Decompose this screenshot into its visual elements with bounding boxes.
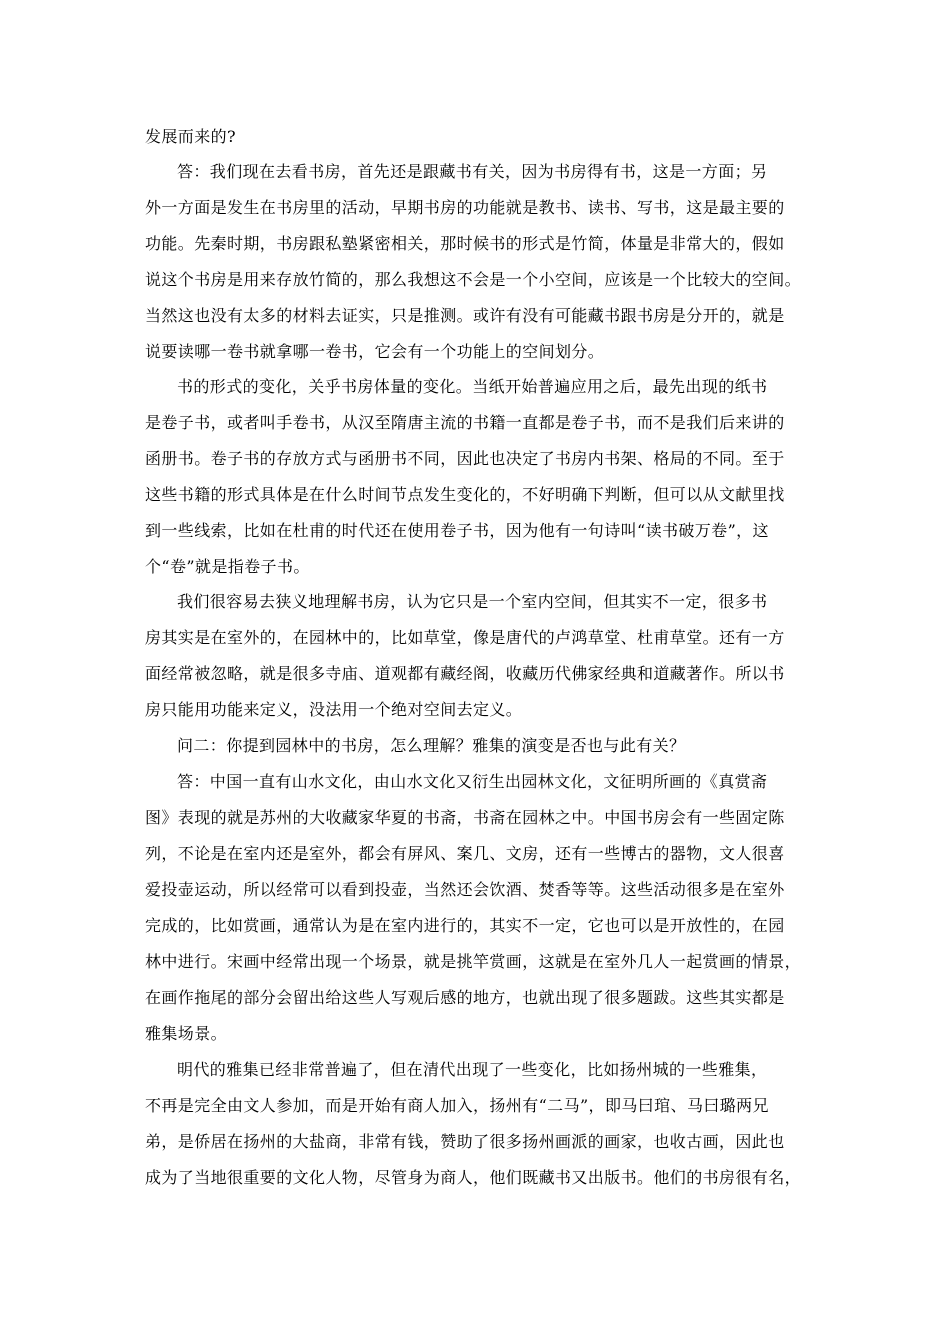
- ming-qing-paragraph-line: 成为了当地很重要的文化人物，尽管身为商人，他们既藏书又出版书。他们的书房很有名，: [145, 1168, 802, 1187]
- study-space-paragraph-line: 房其实是在室外的，在园林中的，比如草堂，像是唐代的卢鸿草堂、杜甫草堂。还有一方: [145, 628, 785, 647]
- book-form-paragraph-line: 书的形式的变化，关乎书房体量的变化。当纸开始普遍应用之后，最先出现的纸书: [177, 377, 768, 396]
- ming-qing-paragraph-line: 不再是完全由文人参加，而是开始有商人加入，扬州有“二马”，即马曰琯、马曰璐两兄: [145, 1096, 769, 1115]
- book-form-paragraph-line: 函册书。卷子书的存放方式与函册书不同，因此也决定了书房内书架、格局的不同。至于: [145, 449, 785, 468]
- answer-1-paragraph-line: 说要读哪一卷书就拿哪一卷书，它会有一个功能上的空间划分。: [145, 342, 605, 361]
- answer-2-paragraph-line: 答：中国一直有山水文化，由山水文化又衍生出园林文化，文征明所画的《真赏斋: [177, 772, 768, 791]
- study-space-paragraph-line: 我们很容易去狭义地理解书房，认为它只是一个室内空间，但其实不一定，很多书: [177, 592, 768, 611]
- answer-2-paragraph-line: 完成的，比如赏画，通常认为是在室内进行的，其实不一定，它也可以是开放性的，在园: [145, 916, 785, 935]
- answer-2-paragraph-line: 在画作拖尾的部分会留出给这些人写观后感的地方，也就出现了很多题跋。这些其实都是: [145, 988, 785, 1007]
- book-form-paragraph-line: 这些书籍的形式具体是在什么时间节点发生变化的，不好明确下判断，但可以从文献里找: [145, 485, 785, 504]
- book-form-paragraph-line: 个“卷”就是指卷子书。: [145, 557, 310, 576]
- ming-qing-paragraph-line: 明代的雅集已经非常普遍了，但在清代出现了一些变化，比如扬州城的一些雅集，: [177, 1060, 768, 1079]
- text-line-continuation: 发展而来的?: [145, 127, 236, 146]
- answer-2-paragraph-line: 列，不论是在室内还是室外，都会有屏风、案几、文房，还有一些博古的器物，文人很喜: [145, 844, 785, 863]
- answer-1-paragraph-line: 外一方面是发生在书房里的活动，早期书房的功能就是教书、读书、写书，这是最主要的: [145, 198, 785, 217]
- answer-1-paragraph-line: 答：我们现在去看书房，首先还是跟藏书有关，因为书房得有书，这是一方面；另: [177, 162, 768, 181]
- answer-1-paragraph-line: 当然这也没有太多的材料去证实，只是推测。或许有没有可能藏书跟书房是分开的，就是: [145, 306, 785, 325]
- answer-2-paragraph-line: 林中进行。宋画中经常出现一个场景，就是挑竿赏画，这就是在室外几人一起赏画的情景，: [145, 952, 802, 971]
- ming-qing-paragraph-line: 弟，是侨居在扬州的大盐商，非常有钱，赞助了很多扬州画派的画家，也收古画，因此也: [145, 1132, 785, 1151]
- answer-2-paragraph-line: 图》表现的就是苏州的大收藏家华夏的书斋，书斋在园林之中。中国书房会有一些固定陈: [145, 808, 785, 827]
- answer-2-paragraph-line: 爱投壶运动，所以经常可以看到投壶，当然还会饮酒、焚香等等。这些活动很多是在室外: [145, 880, 785, 899]
- question-2-line: 问二：你提到园林中的书房，怎么理解？雅集的演变是否也与此有关？: [177, 736, 686, 755]
- answer-2-paragraph-line: 雅集场景。: [145, 1024, 228, 1043]
- answer-1-paragraph-line: 说这个书房是用来存放竹简的，那么我想这不会是一个小空间，应该是一个比较大的空间。: [145, 270, 802, 289]
- book-form-paragraph-line: 是卷子书，或者叫手卷书，从汉至隋唐主流的书籍一直都是卷子书，而不是我们后来讲的: [145, 413, 785, 432]
- study-space-paragraph-line: 面经常被忽略，就是很多寺庙、道观都有藏经阁，收藏历代佛家经典和道藏著作。所以书: [145, 664, 785, 683]
- study-space-paragraph-line: 房只能用功能来定义，没法用一个绝对空间去定义。: [145, 700, 523, 719]
- book-form-paragraph-line: 到一些线索，比如在杜甫的时代还在使用卷子书，因为他有一句诗叫“读书破万卷”，这: [145, 521, 769, 540]
- answer-1-paragraph-line: 功能。先秦时期，书房跟私塾紧密相关，那时候书的形式是竹简，体量是非常大的，假如: [145, 234, 785, 253]
